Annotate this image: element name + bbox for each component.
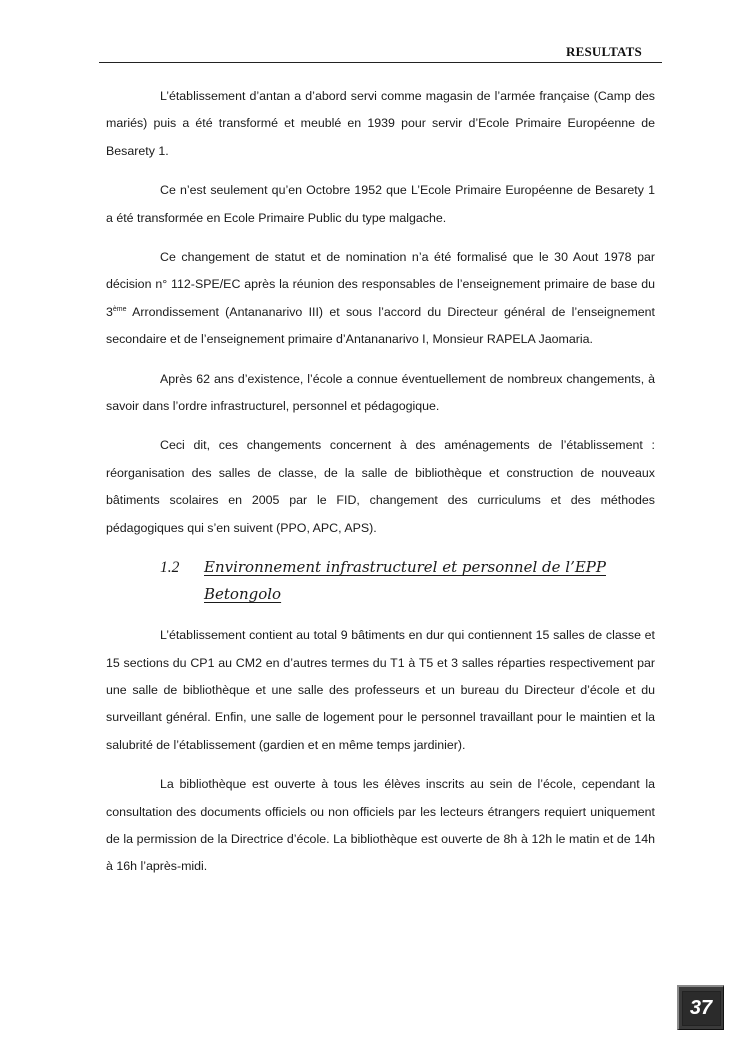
section-number: 1.2 <box>160 559 180 577</box>
paragraph-existence: Après 62 ans d’existence, l’école a connue éventuellement de nombreux changements, à savoir dans l’ordre infrastructurel, personnel et pédagogique. <box>106 371 655 414</box>
paragraph-bibliotheque: La bibliothèque est ouverte à tous les élèves inscrits au sein de l’école, cependant la consultation des documents officiels ou non officiels par les lecteurs étrangers requiert uniquement de la permission de la Directrice d’école. La bibliothèque est ouverte de 8h à 12h le matin et de 14h à 16h l’après-midi. <box>106 777 655 874</box>
page-number-badge <box>677 985 724 1030</box>
document-body <box>106 83 655 893</box>
page-header <box>99 42 662 63</box>
paragraph-changements: Ceci dit, ces changements concernent à des aménagements de l’établissement : réorganisation des salles de classe, de la salle de bibliothèque et construction de nouveaux bâtiments scolaires en 2005 par le FID, changement des curriculums et des méthodes pédagogiques qui s’en suivent (PPO, APC, APS). <box>106 438 655 535</box>
header-title: RESULTATS <box>566 44 642 59</box>
section-heading <box>160 554 655 608</box>
paragraph-statut-part1: Ce changement de statut et de nomination n’a été formalisé que le 30 Aout 1978 par décision n° 112-SPE/EC après la réunion des responsables de l’enseignement primaire de base du 3 <box>106 250 655 319</box>
paragraph-history: L’établissement d’antan a d’abord servi comme magasin de l’armée française (Camp des mariés) puis a été transformé et meublé en 1939 pour servir d’Ecole Primaire Européenne de Besarety 1. <box>106 89 655 158</box>
paragraph-statut <box>106 244 655 354</box>
paragraph-statut-part2: Arrondissement (Antananarivo III) et sous l’accord du Directeur général de l’enseignement secondaire et de l’enseignement primaire d’Antananarivo I, Monsieur RAPELA Jaomaria. <box>106 304 655 347</box>
page-number: 37 <box>682 991 721 1026</box>
section-title: Environnement infrastructurel et personnel de l’EPP Betongolo <box>204 558 606 604</box>
paragraph-transformation: Ce n’est seulement qu’en Octobre 1952 que L’Ecole Primaire Européenne de Besarety 1 a été transformée en Ecole Primaire Public du type malgache. <box>106 183 655 225</box>
superscript-eme: ème <box>112 305 127 313</box>
paragraph-batiments: L’établissement contient au total 9 bâtiments en dur qui contiennent 15 salles de classe et 15 sections du CP1 au CM2 en d’autres termes du T1 à T5 et 3 salles réparties respectivement par une salle de bibliothèque et une salle des professeurs et un bureau du Directeur d’école et du surveillant général. Enfin, une salle de logement pour le personnel travaillant pour le maintien et la salubrité de l’établissement (gardien et en même temps jardinier). <box>106 628 655 752</box>
